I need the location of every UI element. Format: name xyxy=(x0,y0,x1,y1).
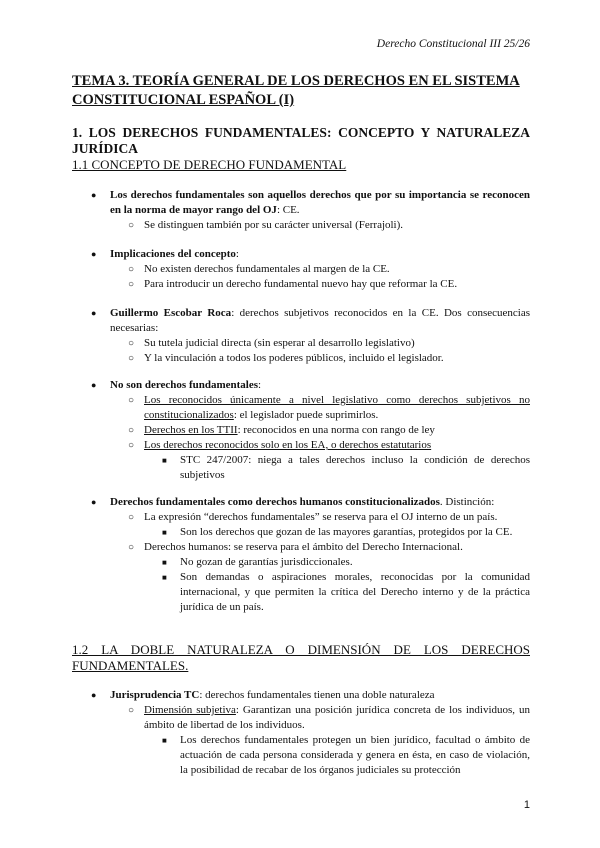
item-text: No gozan de garantías jurisdiccionales. xyxy=(180,556,353,568)
circle-bullet-icon: ○ xyxy=(128,705,135,716)
item-text: : derechos subjetivos reconocidos en la CE. Dos consecuencias necesarias: xyxy=(110,307,530,334)
list-item xyxy=(88,188,530,218)
list-item xyxy=(88,423,530,438)
item-text: Derechos humanos: se reserva para el ámbito del Derecho Internacional. xyxy=(144,541,463,553)
circle-bullet-icon: ○ xyxy=(128,395,135,406)
list-item xyxy=(88,336,530,351)
circle-bullet-icon: ○ xyxy=(128,338,135,349)
item-text: Los derechos fundamentales protegen un bien jurídico, facultad o ámbito de actuación de cada persona considerada y genera en ésta, en caso de violación, la posibilidad de recabar de los órganos judiciales su protección xyxy=(180,734,530,776)
bullet-dot-icon: ● xyxy=(91,380,97,390)
item-text: : CE. xyxy=(276,204,300,216)
list-item xyxy=(88,262,530,277)
item-text: Son los derechos que gozan de las mayores garantías, protegidos por la CE. xyxy=(180,526,513,538)
circle-bullet-icon: ○ xyxy=(128,512,135,523)
item-text: La expresión “derechos fundamentales” se reserva para el OJ interno de un país. xyxy=(144,511,498,523)
item-text: Su tutela judicial directa (sin esperar al desarrollo legislativo) xyxy=(144,337,415,349)
page-title xyxy=(72,72,530,110)
list-item xyxy=(88,688,530,703)
circle-bullet-icon: ○ xyxy=(128,264,135,275)
item-text: : Garantizan una posición jurídica concreta de los individuos, un ámbito de libertad de los individuos. xyxy=(144,704,530,731)
bullet-jurisprudence xyxy=(88,688,530,778)
list-item xyxy=(88,733,530,778)
circle-bullet-icon: ○ xyxy=(128,279,135,290)
subsection-1-1-heading: 1.1 CONCEPTO DE DERECHO FUNDAMENTAL xyxy=(72,157,347,172)
item-text: Para introducir un derecho fundamental nuevo hay que reformar la CE. xyxy=(144,278,458,290)
square-bullet-icon: ■ xyxy=(162,456,167,465)
circle-bullet-icon: ○ xyxy=(128,220,135,231)
list-item xyxy=(88,495,530,510)
underlined-text: Dimensión subjetiva xyxy=(144,704,236,716)
item-text: . Distinción: xyxy=(439,496,495,508)
section-1-heading-line-1: 1. LOS DERECHOS FUNDAMENTALES: CONCEPTO Y NATURALEZA xyxy=(72,125,530,140)
circle-bullet-icon: ○ xyxy=(128,542,135,553)
list-item xyxy=(88,510,530,525)
page-number: 1 xyxy=(523,799,530,811)
list-item xyxy=(88,247,530,262)
subsection-1-2-heading-line-1: 1.2 LA DOBLE NATURALEZA O DIMENSIÓN DE LOS DERECHOS xyxy=(72,642,530,657)
underlined-text: Los reconocidos únicamente a nivel legislativo como derechos subjetivos no constitucionalizados xyxy=(144,394,530,421)
list-item xyxy=(88,218,530,233)
subsection-1-2-heading-line-2: FUNDAMENTALES. xyxy=(72,658,189,673)
list-item xyxy=(88,393,530,423)
list-item xyxy=(88,277,530,292)
bold-text: Implicaciones del concepto xyxy=(110,248,236,260)
bold-text: Guillermo Escobar Roca xyxy=(110,307,232,319)
underlined-text: Derechos en los TTII xyxy=(144,424,238,436)
list-item xyxy=(88,351,530,366)
list-item xyxy=(88,703,530,733)
list-item xyxy=(88,438,530,453)
item-text: Y la vinculación a todos los poderes públicos, incluido el legislador. xyxy=(144,352,444,364)
running-header: Derecho Constitucional III 25/26 xyxy=(376,38,530,50)
bold-text: Jurisprudencia TC xyxy=(110,689,200,701)
bullet-dot-icon: ● xyxy=(91,497,97,507)
item-text: : xyxy=(235,248,239,260)
list-item xyxy=(88,525,530,540)
circle-bullet-icon: ○ xyxy=(128,425,135,436)
bullet-dot-icon: ● xyxy=(91,190,97,200)
underlined-text: Los derechos reconocidos solo en los EA, o derechos estatutarios xyxy=(144,439,432,451)
item-text: : xyxy=(258,379,262,391)
item-text: STC 247/2007: niega a tales derechos incluso la condición de derechos subjetivos xyxy=(180,454,530,481)
title-line-1: TEMA 3. TEORÍA GENERAL DE LOS DERECHOS EN EL SISTEMA xyxy=(72,73,520,89)
list-item xyxy=(88,570,530,615)
bullet-dot-icon: ● xyxy=(91,690,97,700)
list-item xyxy=(88,378,530,393)
square-bullet-icon: ■ xyxy=(162,573,167,582)
square-bullet-icon: ■ xyxy=(162,558,167,567)
item-text: : el legislador puede suprimirlos. xyxy=(233,409,379,421)
item-text: Son demandas o aspiraciones morales, reconocidas por la comunidad internacional, y que permiten la crítica del Derecho interno y de la práctica jurídica de un país. xyxy=(180,571,530,613)
bullet-human-rights xyxy=(88,495,530,615)
square-bullet-icon: ■ xyxy=(162,528,167,537)
list-item xyxy=(88,540,530,555)
item-text: : derechos fundamentales tienen una doble naturaleza xyxy=(199,689,435,701)
title-line-2: CONSTITUCIONAL ESPAÑOL (I) xyxy=(72,92,295,108)
list-item xyxy=(88,306,530,336)
section-1-heading xyxy=(72,125,530,157)
bullet-implications xyxy=(88,247,530,292)
bullet-concept xyxy=(88,188,530,233)
subsection-1-2-heading xyxy=(72,642,530,674)
item-text: : reconocidos en una norma con rango de ley xyxy=(237,424,435,436)
item-text: Se distinguen también por su carácter universal (Ferrajoli). xyxy=(144,219,404,231)
bold-text: Los derechos fundamentales son aquellos derechos que por su importancia se reconocen en la norma de mayor rango del OJ xyxy=(110,189,530,216)
list-item xyxy=(88,555,530,570)
bold-text: Derechos fundamentales como derechos humanos constitucionalizados xyxy=(110,496,440,508)
circle-bullet-icon: ○ xyxy=(128,353,135,364)
list-item xyxy=(88,453,530,483)
bullet-escobar-roca xyxy=(88,306,530,366)
square-bullet-icon: ■ xyxy=(162,736,167,745)
section-1-heading-line-2: JURÍDICA xyxy=(72,141,139,156)
bullet-dot-icon: ● xyxy=(91,308,97,318)
bold-text: No son derechos fundamentales xyxy=(110,379,259,391)
item-text: No existen derechos fundamentales al margen de la CE. xyxy=(144,263,390,275)
bullet-not-fundamental xyxy=(88,378,530,483)
bullet-dot-icon: ● xyxy=(91,249,97,259)
circle-bullet-icon: ○ xyxy=(128,440,135,451)
